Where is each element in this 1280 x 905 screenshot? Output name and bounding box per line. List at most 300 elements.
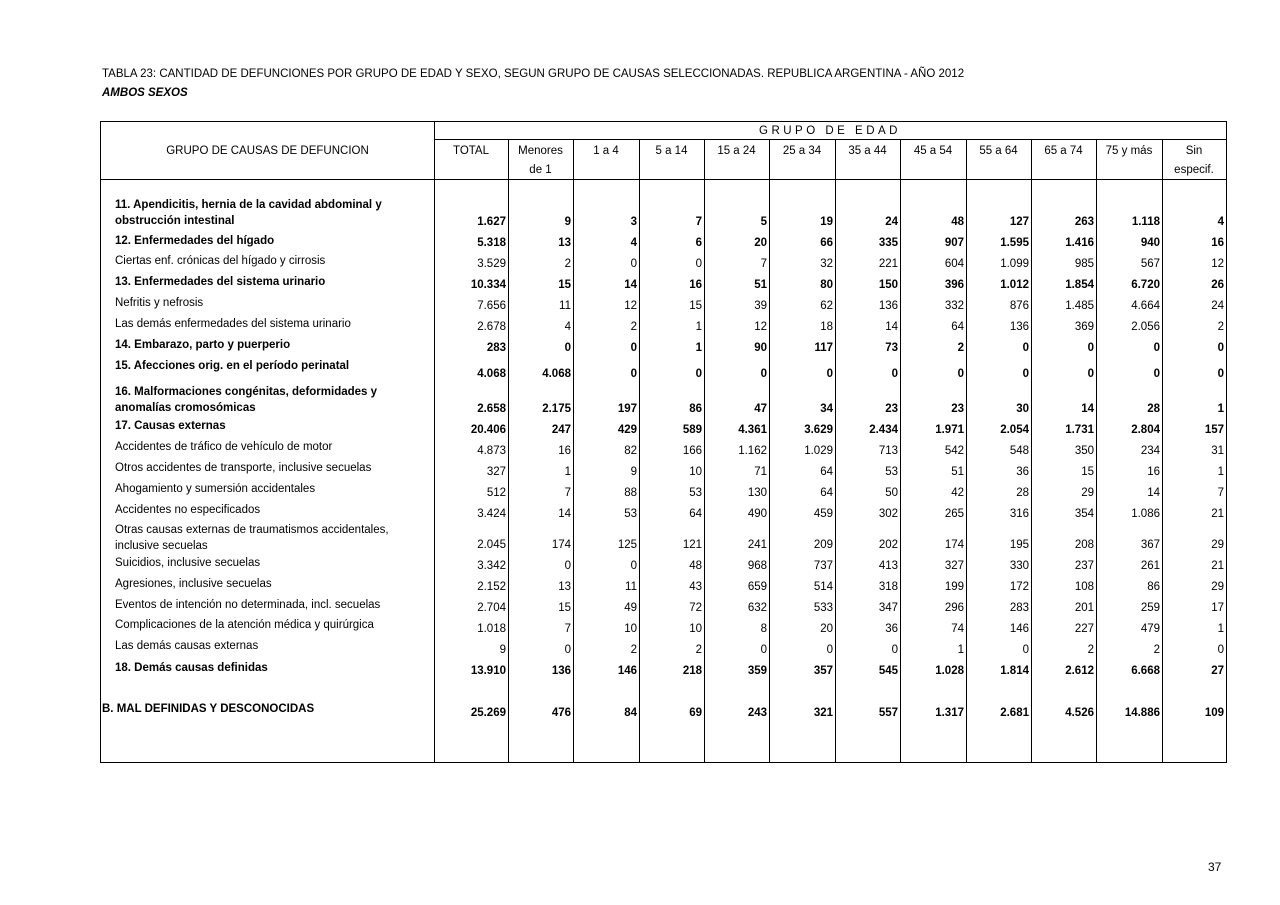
table-cell: 166 xyxy=(682,445,702,457)
table-cell: 24 xyxy=(1211,300,1224,312)
table-cell: 357 xyxy=(813,665,833,677)
row-label xyxy=(115,617,374,633)
table-cell: 1.854 xyxy=(1065,279,1094,291)
row-label-line: 12. Enfermedades del hígado xyxy=(115,235,275,247)
table-cell: 14 xyxy=(885,321,898,333)
table-cell: 82 xyxy=(624,445,637,457)
table-cell: 0 xyxy=(1153,368,1160,380)
table-cell: 28 xyxy=(1147,403,1160,415)
table-cell: 16 xyxy=(689,279,702,291)
row-label-line: anomalías cromosómicas xyxy=(115,402,256,414)
table-cell: 1.971 xyxy=(935,424,964,436)
row-label-line: Otras causas externas de traumatismos accidentales, xyxy=(115,524,389,536)
row-label xyxy=(115,502,260,518)
table-cell: 21 xyxy=(1211,508,1224,520)
row-label-line: 16. Malformaciones congénitas, deformidades y xyxy=(115,386,378,398)
row-label xyxy=(115,337,290,353)
table-cell: 2 xyxy=(564,258,571,270)
table-cell: 243 xyxy=(747,707,767,719)
table-cell: 1.595 xyxy=(1000,237,1029,249)
row-label xyxy=(115,384,377,416)
table-cell: 0 xyxy=(1217,342,1224,354)
table-cell: 5.318 xyxy=(477,237,506,249)
row-label xyxy=(115,576,272,592)
table-cell: 548 xyxy=(1009,445,1029,457)
table-cell: 1.485 xyxy=(1065,300,1094,312)
table-cell: 15 xyxy=(558,279,571,291)
table-cell: 907 xyxy=(944,237,964,249)
table-cell: 32 xyxy=(820,258,833,270)
column-header xyxy=(835,142,900,161)
table-cell: 221 xyxy=(878,258,898,270)
table-cell: 16 xyxy=(558,445,571,457)
table-cell: 136 xyxy=(551,665,571,677)
row-label xyxy=(115,555,260,571)
age-group-header: GRUPO DE EDAD xyxy=(759,125,901,137)
table-cell: 396 xyxy=(944,279,964,291)
row-label xyxy=(115,253,325,269)
row-label-line: Accidentes de tráfico de vehículo de motor xyxy=(115,441,333,453)
table-cell: 51 xyxy=(754,279,767,291)
table-cell: 0 xyxy=(1217,644,1224,656)
table-cell: 109 xyxy=(1204,707,1224,719)
table-subtitle: AMBOS SEXOS xyxy=(102,87,188,99)
table-cell: 1.814 xyxy=(1000,665,1029,677)
table-cell: 4.068 xyxy=(477,368,506,380)
table-cell: 476 xyxy=(551,707,571,719)
table-cell: 1.029 xyxy=(804,445,833,457)
table-cell: 23 xyxy=(885,403,898,415)
table-cell: 2.054 xyxy=(1000,424,1029,436)
table-cell: 1.162 xyxy=(738,445,767,457)
table-cell: 136 xyxy=(1009,321,1029,333)
table-cell: 48 xyxy=(951,216,964,228)
column-header xyxy=(1162,142,1226,180)
table-cell: 146 xyxy=(1009,623,1029,635)
row-label xyxy=(115,295,203,311)
table-cell: 18 xyxy=(820,321,833,333)
table-cell: 172 xyxy=(1009,581,1029,593)
table-cell: 34 xyxy=(820,403,833,415)
table-cell: 7 xyxy=(564,487,571,499)
table-cell: 69 xyxy=(689,707,702,719)
column-header-label: 15 a 24 xyxy=(717,145,756,157)
row-label xyxy=(115,418,226,434)
table-cell: 208 xyxy=(1074,539,1094,551)
table-cell: 1.099 xyxy=(1000,258,1029,270)
table-cell: 11 xyxy=(625,581,637,593)
table-cell: 0 xyxy=(564,342,571,354)
row-label xyxy=(115,481,315,497)
row-label xyxy=(115,638,258,654)
row-label xyxy=(115,439,332,455)
table-cell: 27 xyxy=(1211,665,1224,677)
table-cell: 0 xyxy=(695,368,702,380)
table-cell: 3.629 xyxy=(804,424,833,436)
table-cell: 6.720 xyxy=(1131,279,1160,291)
table-cell: 17 xyxy=(1211,602,1224,614)
table-cell: 16 xyxy=(1211,237,1224,249)
table-cell: 13.910 xyxy=(470,665,506,677)
table-cell: 86 xyxy=(1147,581,1160,593)
row-label-line: Ciertas enf. crónicas del hígado y cirrosis xyxy=(115,255,326,267)
row-label-line: Otros accidentes de transporte, inclusive secuelas xyxy=(115,462,372,474)
table-cell: 0 xyxy=(695,258,702,270)
table-cell: 1.086 xyxy=(1131,508,1160,520)
table-cell: 567 xyxy=(1140,258,1160,270)
table-cell: 3.424 xyxy=(477,508,506,520)
table-cell: 4.526 xyxy=(1065,707,1094,719)
table-cell: 369 xyxy=(1074,321,1094,333)
table-cell: 429 xyxy=(617,424,637,436)
table-cell: 0 xyxy=(1022,644,1029,656)
table-cell: 12 xyxy=(624,300,637,312)
row-label-line: Nefritis y nefrosis xyxy=(115,297,204,309)
table-cell: 2 xyxy=(630,644,637,656)
column-header-label: 65 a 74 xyxy=(1044,145,1083,157)
table-cell: 3.342 xyxy=(477,560,506,572)
table-cell: 199 xyxy=(944,581,964,593)
table-cell: 5 xyxy=(760,216,767,228)
table-cell: 36 xyxy=(1016,466,1029,478)
table-cell: 876 xyxy=(1009,300,1029,312)
column-header xyxy=(1031,142,1096,161)
table-cell: 2 xyxy=(957,342,964,354)
row-label-line: inclusive secuelas xyxy=(115,540,208,552)
table-cell: 13 xyxy=(558,237,571,249)
table-cell: 53 xyxy=(885,466,898,478)
column-header-label: 75 y más xyxy=(1105,145,1153,157)
column-header xyxy=(573,142,639,161)
table-cell: 146 xyxy=(617,665,637,677)
column-header-label: 1 a 4 xyxy=(593,145,619,157)
row-label-line: Accidentes no especificados xyxy=(115,504,261,516)
table-cell: 1.012 xyxy=(1000,279,1029,291)
table-cell: 1.731 xyxy=(1065,424,1094,436)
table-cell: 4 xyxy=(564,321,571,333)
table-cell: 0 xyxy=(1217,368,1224,380)
table-cell: 4 xyxy=(630,237,637,249)
table-cell: 0 xyxy=(630,258,637,270)
row-label-line: Las demás enfermedades del sistema urinario xyxy=(115,318,351,330)
table-cell: 0 xyxy=(826,368,833,380)
table-cell: 7 xyxy=(760,258,767,270)
table-cell: 2.804 xyxy=(1131,424,1160,436)
column-header-label: TOTAL xyxy=(453,145,489,157)
table-cell: 16 xyxy=(1147,466,1160,478)
table-cell: 6.668 xyxy=(1131,665,1160,677)
table-cell: 0 xyxy=(564,560,571,572)
table-cell: 12 xyxy=(1211,258,1224,270)
column-header xyxy=(1096,142,1162,161)
table-cell: 157 xyxy=(1204,424,1224,436)
table-cell: 9 xyxy=(499,644,506,656)
table-cell: 80 xyxy=(820,279,833,291)
table-cell: 4.068 xyxy=(542,368,571,380)
table-cell: 2 xyxy=(695,644,702,656)
table-cell: 150 xyxy=(878,279,898,291)
table-cell: 318 xyxy=(878,581,898,593)
table-cell: 0 xyxy=(760,644,767,656)
table-cell: 26 xyxy=(1211,279,1224,291)
table-cell: 9 xyxy=(630,466,637,478)
table-cell: 53 xyxy=(689,487,702,499)
column-header-label: Sin xyxy=(1185,145,1203,157)
table-cell: 73 xyxy=(885,342,898,354)
table-cell: 84 xyxy=(624,707,637,719)
table-cell: 0 xyxy=(826,644,833,656)
table-cell: 64 xyxy=(820,466,833,478)
table-cell: 533 xyxy=(813,602,833,614)
table-cell: 86 xyxy=(689,403,702,415)
table-cell: 479 xyxy=(1140,623,1160,635)
table-cell: 30 xyxy=(1016,403,1029,415)
table-cell: 514 xyxy=(813,581,833,593)
table-cell: 350 xyxy=(1074,445,1094,457)
row-label xyxy=(115,233,274,249)
table-cell: 557 xyxy=(878,707,898,719)
table-cell: 6 xyxy=(695,237,702,249)
table-cell: 2.152 xyxy=(477,581,506,593)
table-cell: 7.656 xyxy=(477,300,506,312)
row-label xyxy=(115,358,349,374)
table-cell: 174 xyxy=(551,539,571,551)
table-cell: 202 xyxy=(878,539,898,551)
table-cell: 23 xyxy=(951,403,964,415)
table-cell: 367 xyxy=(1140,539,1160,551)
table-cell: 72 xyxy=(689,602,702,614)
table-cell: 28 xyxy=(1016,487,1029,499)
row-label-line: 15. Afecciones orig. en el período perinatal xyxy=(115,360,350,372)
table-cell: 2 xyxy=(1217,321,1224,333)
table-cell: 29 xyxy=(1211,581,1224,593)
row-label-line: 17. Causas externas xyxy=(115,420,226,432)
table-cell: 234 xyxy=(1140,445,1160,457)
row-label-line: 18. Demás causas definidas xyxy=(115,662,268,674)
column-header-label: 5 a 14 xyxy=(655,145,688,157)
column-header-label: especif. xyxy=(1174,164,1214,176)
page-number: 37 xyxy=(1208,860,1222,874)
row-label-line: Complicaciones de la atención médica y quirúrgica xyxy=(115,619,374,631)
column-header-label: de 1 xyxy=(529,164,552,176)
column-header xyxy=(639,142,704,161)
table-cell: 259 xyxy=(1140,602,1160,614)
table-cell: 4 xyxy=(1217,216,1224,228)
table-cell: 90 xyxy=(754,342,767,354)
table-cell: 14 xyxy=(624,279,637,291)
table-cell: 0 xyxy=(630,560,637,572)
column-header xyxy=(900,142,966,161)
table-cell: 459 xyxy=(813,508,833,520)
table-cell: 31 xyxy=(1211,445,1224,457)
table-cell: 197 xyxy=(617,403,637,415)
mortality-table xyxy=(100,121,1227,763)
table-cell: 940 xyxy=(1140,237,1160,249)
table-cell: 512 xyxy=(486,487,506,499)
table-cell: 10 xyxy=(689,466,702,478)
table-cell: 335 xyxy=(878,237,898,249)
table-cell: 130 xyxy=(747,487,767,499)
table-cell: 7 xyxy=(695,216,702,228)
cause-group-header: GRUPO DE CAUSAS DE DEFUNCION xyxy=(166,145,369,157)
row-label-line: 13. Enfermedades del sistema urinario xyxy=(115,276,326,288)
table-cell: 50 xyxy=(885,487,898,499)
column-header xyxy=(769,142,835,161)
table-cell: 20.406 xyxy=(470,424,506,436)
column-header xyxy=(966,142,1031,161)
table-cell: 53 xyxy=(624,508,637,520)
table-cell: 24 xyxy=(885,216,898,228)
table-cell: 64 xyxy=(951,321,964,333)
table-cell: 29 xyxy=(1081,487,1094,499)
table-cell: 0 xyxy=(1022,368,1029,380)
table-cell: 14 xyxy=(1147,487,1160,499)
table-cell: 241 xyxy=(747,539,767,551)
table-cell: 737 xyxy=(813,560,833,572)
table-cell: 713 xyxy=(878,445,898,457)
table-cell: 359 xyxy=(747,665,767,677)
table-cell: 1 xyxy=(695,342,702,354)
table-cell: 302 xyxy=(878,508,898,520)
row-label xyxy=(102,701,314,717)
table-cell: 39 xyxy=(754,300,767,312)
table-cell: 0 xyxy=(630,342,637,354)
table-cell: 51 xyxy=(951,466,964,478)
table-cell: 125 xyxy=(617,539,637,551)
table-cell: 2 xyxy=(1153,644,1160,656)
table-cell: 66 xyxy=(820,237,833,249)
row-label xyxy=(115,460,371,476)
table-cell: 9 xyxy=(564,216,571,228)
row-label-line: Las demás causas externas xyxy=(115,640,259,652)
table-cell: 1 xyxy=(564,466,571,478)
table-cell: 25.269 xyxy=(470,707,506,719)
column-header-label: Menores xyxy=(518,145,563,157)
table-cell: 261 xyxy=(1140,560,1160,572)
table-cell: 604 xyxy=(944,258,964,270)
row-label xyxy=(115,660,268,676)
table-cell: 8 xyxy=(760,623,767,635)
table-cell: 490 xyxy=(747,508,767,520)
table-cell: 2.056 xyxy=(1131,321,1160,333)
table-cell: 11 xyxy=(559,300,571,312)
table-cell: 201 xyxy=(1074,602,1094,614)
table-cell: 2.658 xyxy=(477,403,506,415)
table-cell: 0 xyxy=(1153,342,1160,354)
table-cell: 4.873 xyxy=(477,445,506,457)
table-cell: 2.175 xyxy=(542,403,571,415)
column-header xyxy=(704,142,769,161)
row-label-line: Ahogamiento y sumersión accidentales xyxy=(115,483,316,495)
table-cell: 88 xyxy=(624,487,637,499)
table-cell: 263 xyxy=(1074,216,1094,228)
table-cell: 1.018 xyxy=(477,623,506,635)
table-cell: 29 xyxy=(1211,539,1224,551)
table-cell: 0 xyxy=(957,368,964,380)
table-cell: 10 xyxy=(624,623,637,635)
table-cell: 2.612 xyxy=(1065,665,1094,677)
row-label-line: Eventos de intención no determinada, incl. secuelas xyxy=(115,599,381,611)
table-cell: 2 xyxy=(1087,644,1094,656)
table-title: TABLA 23: CANTIDAD DE DEFUNCIONES POR GRUPO DE EDAD Y SEXO, SEGUN GRUPO DE CAUSAS SELECCIONADAS. REPUBLICA ARGENTINA - AÑO 2012 xyxy=(102,68,965,80)
table-cell: 0 xyxy=(760,368,767,380)
table-cell: 62 xyxy=(820,300,833,312)
table-cell: 136 xyxy=(878,300,898,312)
table-cell: 49 xyxy=(624,602,637,614)
table-cell: 15 xyxy=(1081,466,1094,478)
table-cell: 121 xyxy=(682,539,702,551)
table-cell: 589 xyxy=(682,424,702,436)
table-cell: 2.678 xyxy=(477,321,506,333)
table-cell: 3 xyxy=(630,216,637,228)
table-cell: 1.627 xyxy=(477,216,506,228)
table-cell: 0 xyxy=(891,368,898,380)
table-cell: 1.416 xyxy=(1065,237,1094,249)
table-cell: 36 xyxy=(885,623,898,635)
table-cell: 10 xyxy=(689,623,702,635)
table-cell: 21 xyxy=(1211,560,1224,572)
table-cell: 7 xyxy=(1217,487,1224,499)
row-label xyxy=(115,197,382,229)
table-cell: 321 xyxy=(813,707,833,719)
table-cell: 659 xyxy=(747,581,767,593)
table-cell: 0 xyxy=(630,368,637,380)
table-cell: 1 xyxy=(1217,623,1224,635)
row-label-line: Suicidios, inclusive secuelas xyxy=(115,557,261,569)
table-cell: 1 xyxy=(1217,403,1224,415)
row-label xyxy=(115,597,380,613)
table-cell: 247 xyxy=(551,424,571,436)
table-cell: 209 xyxy=(813,539,833,551)
table-cell: 3.529 xyxy=(477,258,506,270)
table-cell: 20 xyxy=(754,237,767,249)
table-cell: 10.334 xyxy=(470,279,506,291)
table-cell: 15 xyxy=(689,300,702,312)
table-cell: 127 xyxy=(1009,216,1029,228)
table-cell: 0 xyxy=(891,644,898,656)
row-label-line: 14. Embarazo, parto y puerperio xyxy=(115,339,291,351)
row-label-line: 11. Apendicitis, hernia de la cavidad abdominal y xyxy=(115,199,382,211)
table-cell: 2.434 xyxy=(869,424,898,436)
row-label xyxy=(115,274,325,290)
table-cell: 316 xyxy=(1009,508,1029,520)
table-cell: 296 xyxy=(944,602,964,614)
table-cell: 545 xyxy=(878,665,898,677)
table-cell: 283 xyxy=(486,342,506,354)
table-cell: 1 xyxy=(695,321,702,333)
table-cell: 174 xyxy=(944,539,964,551)
column-header xyxy=(508,142,573,180)
table-cell: 2.704 xyxy=(477,602,506,614)
table-cell: 283 xyxy=(1009,602,1029,614)
table-cell: 1.317 xyxy=(935,707,964,719)
table-cell: 0 xyxy=(1087,342,1094,354)
table-cell: 15 xyxy=(558,602,571,614)
table-cell: 2.045 xyxy=(477,539,506,551)
table-cell: 265 xyxy=(944,508,964,520)
table-cell: 1 xyxy=(957,644,964,656)
table-cell: 327 xyxy=(944,560,964,572)
table-cell: 968 xyxy=(747,560,767,572)
table-cell: 2 xyxy=(630,321,637,333)
table-cell: 0 xyxy=(1022,342,1029,354)
column-header-label: 45 a 54 xyxy=(913,145,953,157)
table-cell: 1.028 xyxy=(935,665,964,677)
table-cell: 42 xyxy=(951,487,964,499)
table-cell: 632 xyxy=(747,602,767,614)
table-cell: 108 xyxy=(1074,581,1094,593)
column-header xyxy=(434,142,508,161)
